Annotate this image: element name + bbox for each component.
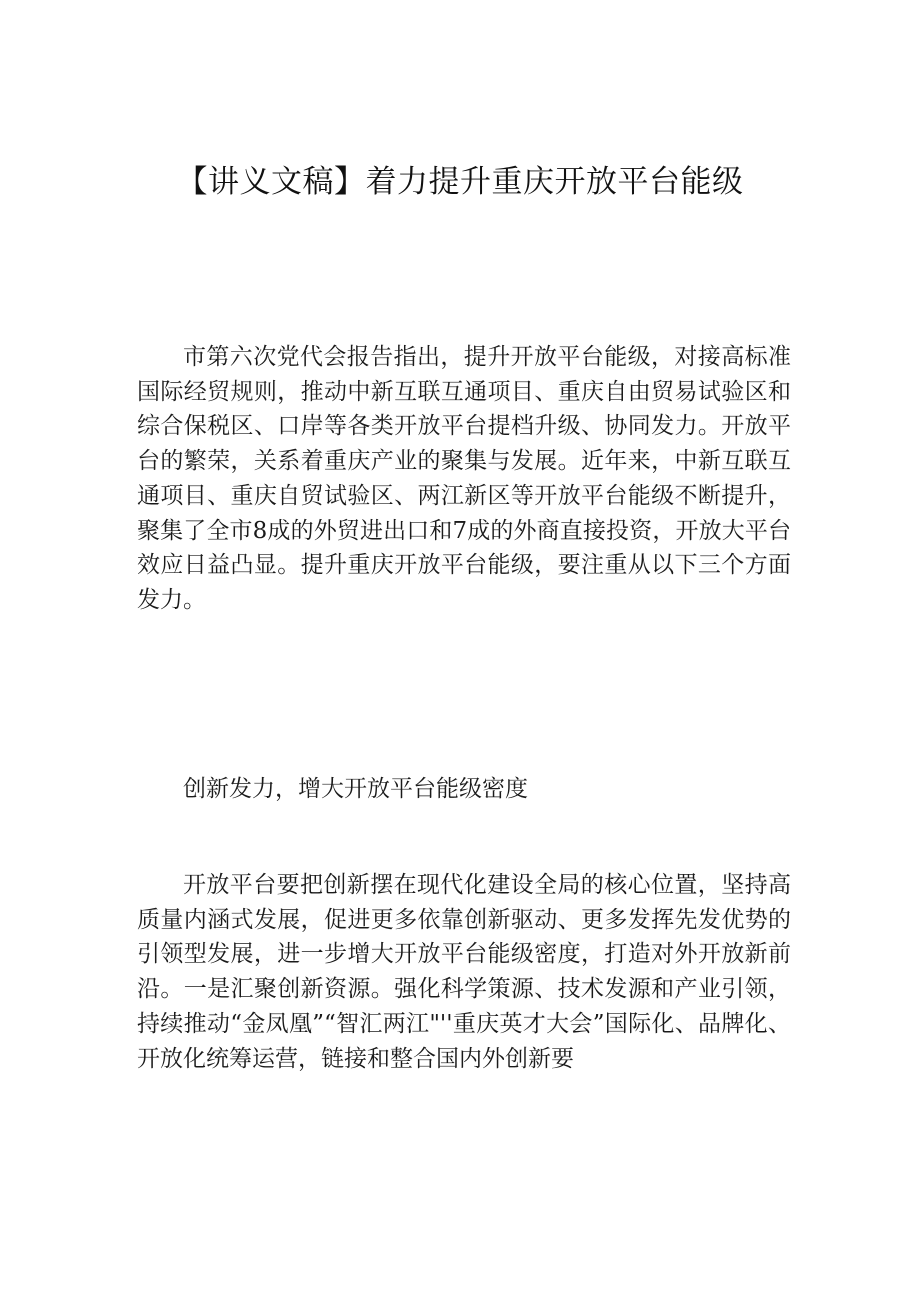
section-heading: 创新发力，增大开放平台能级密度 [183,776,528,802]
document-title: 【讲义文稿】着力提升重庆开放平台能级 [176,164,744,200]
body-paragraph: 市第六次党代会报告指出，提升开放平台能级，对接高标准国际经贸规则，推动中新互联互通项目、重庆自由贸易试验区和综合保税区、口岸等各类开放平台提档升级、协同发力。开放平台的繁荣，关系着重庆产业的聚集与发展。近年来，中新互联互通项目、重庆自贸试验区、两江新区等开放平台能级不断提升，聚集了全市8成的外贸进出口和7成的外商直接投资，开放大平台效应日益凸显。提升重庆开放平台能级，要注重从以下三个方面发力。 [137,344,791,613]
body-paragraph: 开放平台要把创新摆在现代化建设全局的核心位置，坚持高质量内涵式发展，促进更多依靠创新驱动、更多发挥先发优势的引领型发展，进一步增大开放平台能级密度，打造对外开放新前沿。一是汇聚创新资源。强化科学策源、技术发源和产业引领，持续推动“金凤凰”“智汇两江"''重庆英才大会”国际化、品牌化、开放化统筹运营，链接和整合国内外创新要 [137,872,791,1072]
